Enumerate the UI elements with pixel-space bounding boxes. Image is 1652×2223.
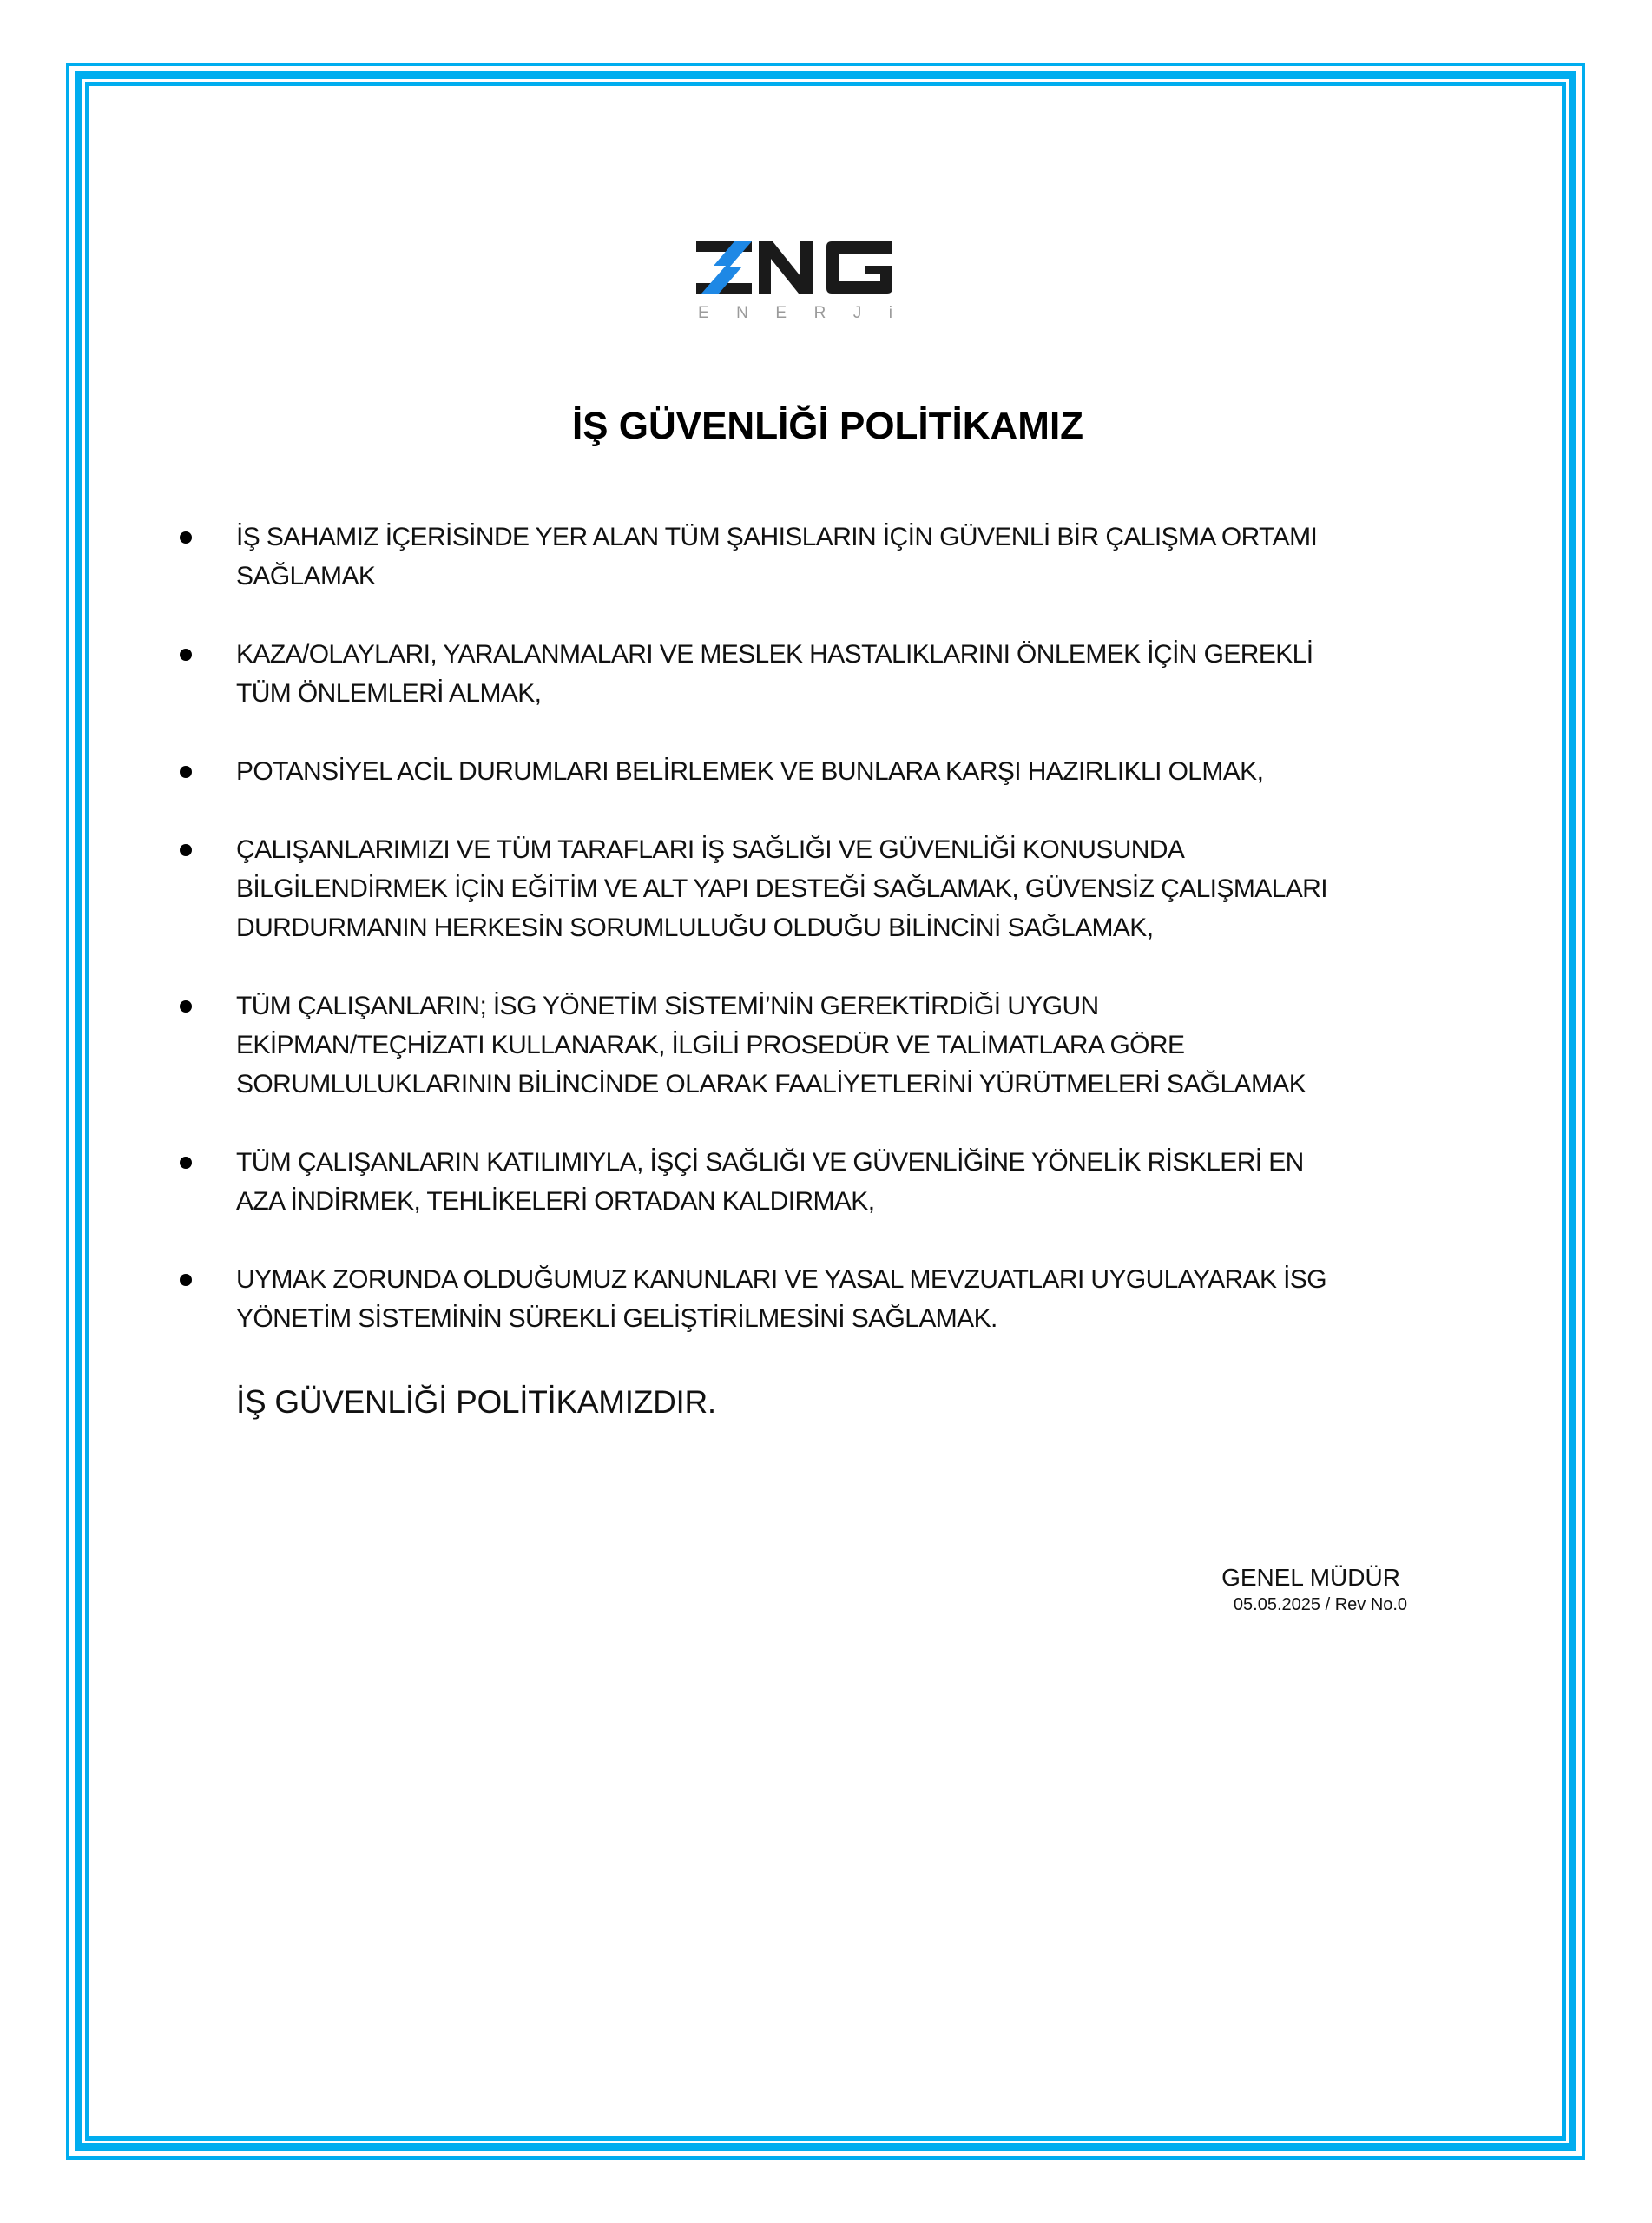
policy-line: TÜM ÇALIŞANLARIN; İSG YÖNETİM SİSTEMİ’NİN GEREKTİRDİĞİ UYGUN: [236, 992, 1099, 1020]
date-revision: 05.05.2025 / Rev No.0: [1233, 1595, 1408, 1614]
logo-letter: N: [736, 304, 748, 322]
policy-line: DURDURMANIN HERKESİN SORUMLULUĞU OLDUĞU BİLİNCİNİ SAĞLAMAK,: [236, 914, 1154, 942]
policy-line: SORUMLULUKLARININ BİLİNCİNDE OLARAK FAALİYETLERİNİ YÜRÜTMELERİ SAĞLAMAK: [236, 1070, 1306, 1098]
policy-line: EKİPMAN/TEÇHİZATI KULLANARAK, İLGİLİ PROSEDÜR VE TALİMATLARA GÖRE: [236, 1031, 1185, 1059]
policy-item: [174, 518, 1476, 596]
policy-list: [174, 518, 1476, 1377]
policy-item: [174, 635, 1476, 713]
policy-line: POTANSİYEL ACİL DURUMLARI BELİRLEMEK VE BUNLARA KARŞI HAZIRLIKLI OLMAK,: [236, 757, 1264, 786]
closing-statement: İŞ GÜVENLİĞİ POLİTİKAMIZDIR.: [236, 1384, 716, 1420]
bullet-icon: [180, 1157, 192, 1169]
policy-line: KAZA/OLAYLARI, YARALANMALARI VE MESLEK HASTALIKLARINI ÖNLEMEK İÇİN GEREKLİ: [236, 640, 1313, 669]
policy-item: [174, 1143, 1476, 1221]
bullet-icon: [180, 531, 192, 544]
policy-item: [174, 830, 1476, 947]
policy-line: SAĞLAMAK: [236, 562, 376, 590]
company-logo: [694, 240, 896, 327]
policy-line: İŞ SAHAMIZ İÇERİSİNDE YER ALAN TÜM ŞAHISLARIN İÇİN GÜVENLİ BİR ÇALIŞMA ORTAMI: [236, 523, 1318, 551]
zng-logo-mark-icon: [694, 240, 896, 295]
page-title: İŞ GÜVENLİĞİ POLİTİKAMIZ: [571, 405, 1084, 447]
policy-line: TÜM ÇALIŞANLARIN KATILIMIYLA, İŞÇİ SAĞLIĞI VE GÜVENLİĞİNE YÖNELİK RİSKLERİ EN: [236, 1148, 1304, 1177]
policy-line: YÖNETİM SİSTEMİNİN SÜREKLİ GELİŞTİRİLMESİNİ SAĞLAMAK.: [236, 1304, 997, 1333]
bullet-icon: [180, 844, 192, 856]
policy-line: TÜM ÖNLEMLERİ ALMAK,: [236, 679, 542, 708]
policy-line: AZA İNDİRMEK, TEHLİKELERİ ORTADAN KALDIRMAK,: [236, 1187, 875, 1216]
bullet-icon: [180, 766, 192, 778]
logo-letter: J: [852, 304, 862, 322]
policy-line: UYMAK ZORUNDA OLDUĞUMUZ KANUNLARI VE YASAL MEVZUATLARI UYGULAYARAK İSG: [236, 1265, 1327, 1294]
policy-line: BİLGİLENDİRMEK İÇİN EĞİTİM VE ALT YAPI DESTEĞİ SAĞLAMAK, GÜVENSİZ ÇALIŞMALARI: [236, 874, 1327, 903]
bullet-icon: [180, 1000, 192, 1013]
policy-item: [174, 986, 1476, 1104]
policy-line: ÇALIŞANLARIMIZI VE TÜM TARAFLARI İŞ SAĞLIĞI VE GÜVENLİĞİ KONUSUNDA: [236, 835, 1185, 864]
signatory-title: GENEL MÜDÜR: [1221, 1564, 1400, 1591]
logo-subtitle: [694, 304, 896, 323]
logo-letter: R: [813, 304, 826, 322]
bullet-icon: [180, 1274, 192, 1286]
signature-block: [1181, 1563, 1441, 1617]
logo-letter: i: [888, 304, 892, 322]
logo-letter: E: [698, 304, 709, 322]
policy-item: [174, 1260, 1476, 1338]
policy-item: [174, 752, 1476, 791]
bullet-icon: [180, 649, 192, 661]
logo-letter: E: [775, 304, 787, 322]
